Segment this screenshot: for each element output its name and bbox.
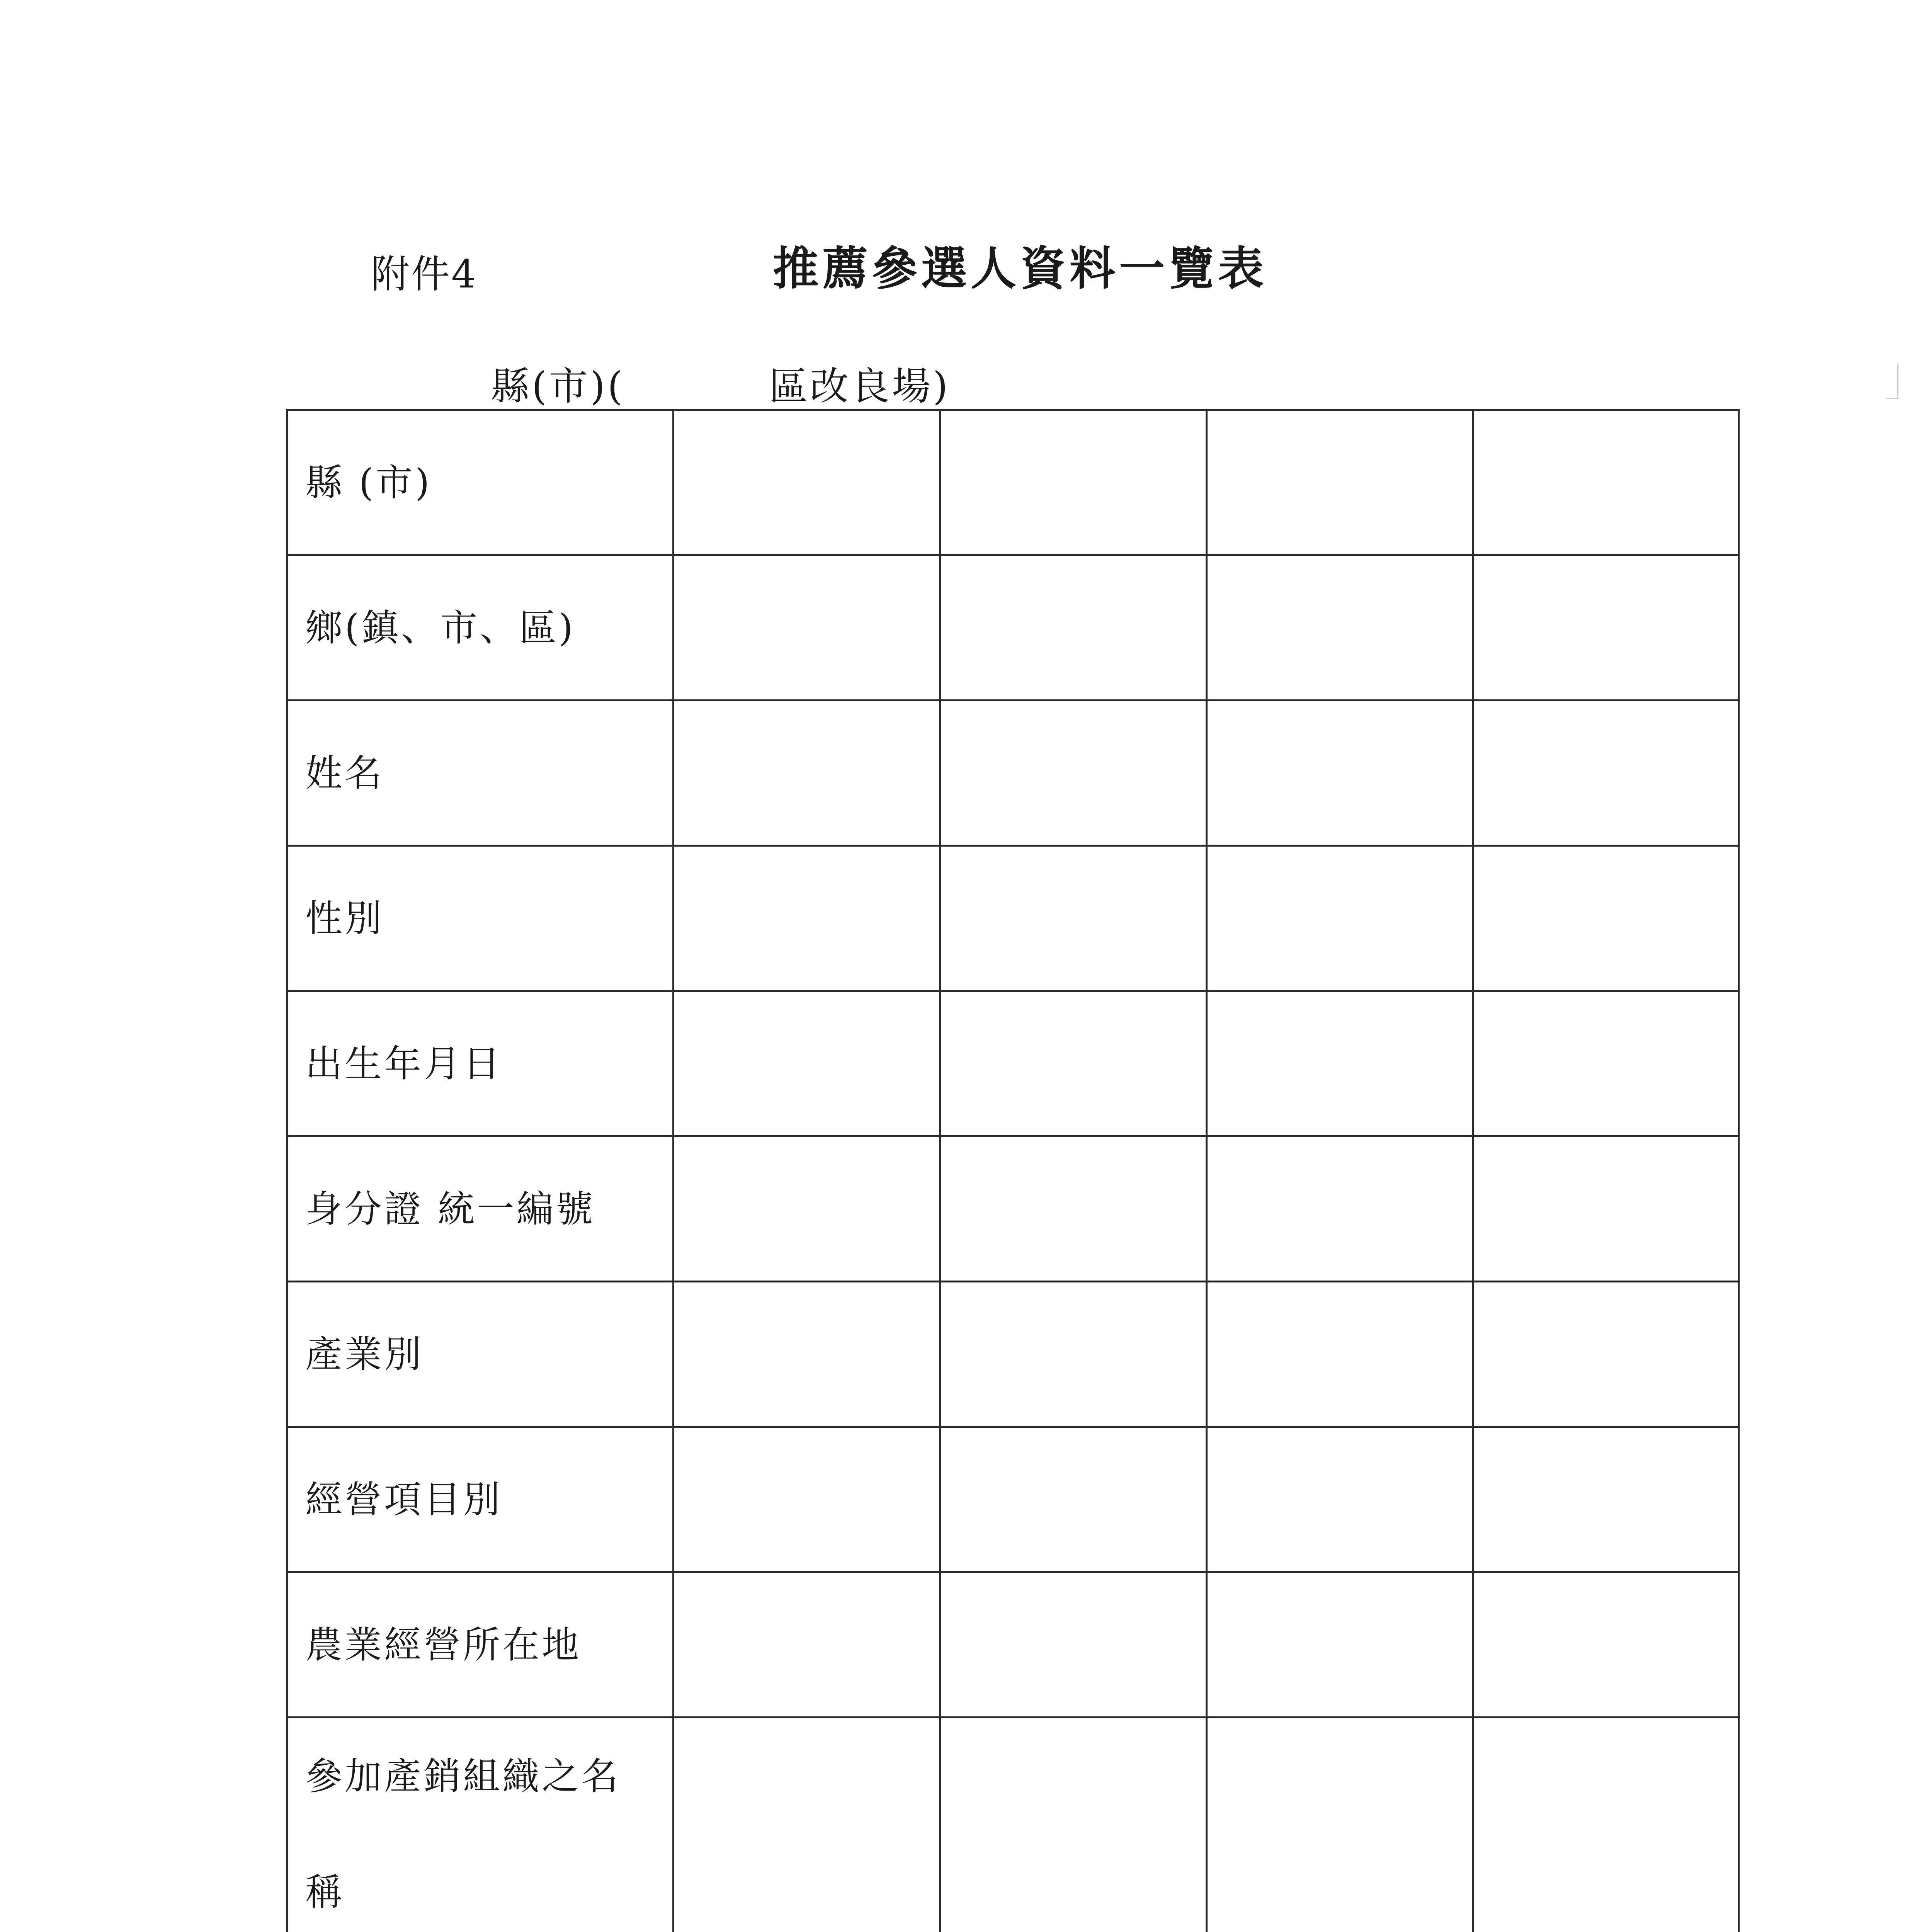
data-cell[interactable] [674, 1282, 940, 1427]
row-label: 性別 [287, 846, 674, 991]
table-row [287, 1572, 1739, 1718]
data-cell[interactable] [940, 701, 1207, 846]
county-prefix: 縣(市)( [491, 364, 625, 409]
row-label: 出生年月日 [287, 991, 674, 1136]
table-row [287, 1282, 1739, 1427]
row-label: 經營項目別 [287, 1427, 674, 1572]
table-row [287, 410, 1739, 555]
data-cell[interactable] [674, 410, 940, 555]
table-row [287, 1718, 1739, 1932]
data-cell[interactable] [1473, 1427, 1739, 1572]
table-row [287, 991, 1739, 1136]
data-cell[interactable] [1207, 846, 1473, 991]
data-cell[interactable] [940, 1572, 1207, 1718]
data-cell[interactable] [1473, 991, 1739, 1136]
data-cell[interactable] [674, 1572, 940, 1718]
district-suffix: 區改良場) [769, 364, 951, 409]
data-cell[interactable] [940, 1718, 1207, 1932]
data-cell[interactable] [1473, 1136, 1739, 1282]
data-cell[interactable] [1207, 701, 1473, 846]
data-cell[interactable] [1473, 410, 1739, 555]
row-label: 姓名 [287, 701, 674, 846]
data-cell[interactable] [1473, 555, 1739, 701]
row-label: 產業別 [287, 1282, 674, 1427]
data-cell[interactable] [1207, 1718, 1473, 1932]
data-cell[interactable] [1473, 701, 1739, 846]
table-row [287, 701, 1739, 846]
data-cell[interactable] [1207, 410, 1473, 555]
candidate-table [286, 409, 1740, 1932]
row-label: 農業經營所在地 [287, 1572, 674, 1718]
data-cell[interactable] [1207, 991, 1473, 1136]
margin-mark [1886, 363, 1898, 399]
data-cell[interactable] [1473, 1282, 1739, 1427]
row-label: 鄉(鎮、市、區) [287, 555, 674, 701]
data-cell[interactable] [674, 701, 940, 846]
label-line: 稱 [305, 1871, 345, 1914]
data-cell[interactable] [1473, 1718, 1739, 1932]
table-row [287, 846, 1739, 991]
label-line: 參加產銷組織之名 [305, 1755, 621, 1798]
table-row [287, 1136, 1739, 1282]
data-cell[interactable] [1207, 1427, 1473, 1572]
data-cell[interactable] [674, 1136, 940, 1282]
data-cell[interactable] [940, 991, 1207, 1136]
table-row [287, 555, 1739, 701]
data-cell[interactable] [674, 1718, 940, 1932]
data-cell[interactable] [674, 555, 940, 701]
data-cell[interactable] [1207, 555, 1473, 701]
data-cell[interactable] [940, 555, 1207, 701]
data-cell[interactable] [940, 410, 1207, 555]
data-cell[interactable] [674, 1427, 940, 1572]
table-row [287, 1427, 1739, 1572]
data-cell[interactable] [1207, 1282, 1473, 1427]
data-cell[interactable] [1473, 1572, 1739, 1718]
data-cell[interactable] [1473, 846, 1739, 991]
data-cell[interactable] [674, 846, 940, 991]
data-cell[interactable] [674, 991, 940, 1136]
data-cell[interactable] [1207, 1136, 1473, 1282]
data-cell[interactable] [940, 1136, 1207, 1282]
row-label: 身分證 統一編號 [287, 1136, 674, 1282]
row-label-org-name [287, 1718, 674, 1932]
data-cell[interactable] [1207, 1572, 1473, 1718]
data-cell[interactable] [940, 1427, 1207, 1572]
row-label: 縣 (市) [287, 410, 674, 555]
data-cell[interactable] [940, 1282, 1207, 1427]
page-title: 推薦參選人資料一覽表 [773, 242, 1268, 295]
data-cell[interactable] [940, 846, 1207, 991]
attachment-label: 附件4 [371, 252, 478, 297]
